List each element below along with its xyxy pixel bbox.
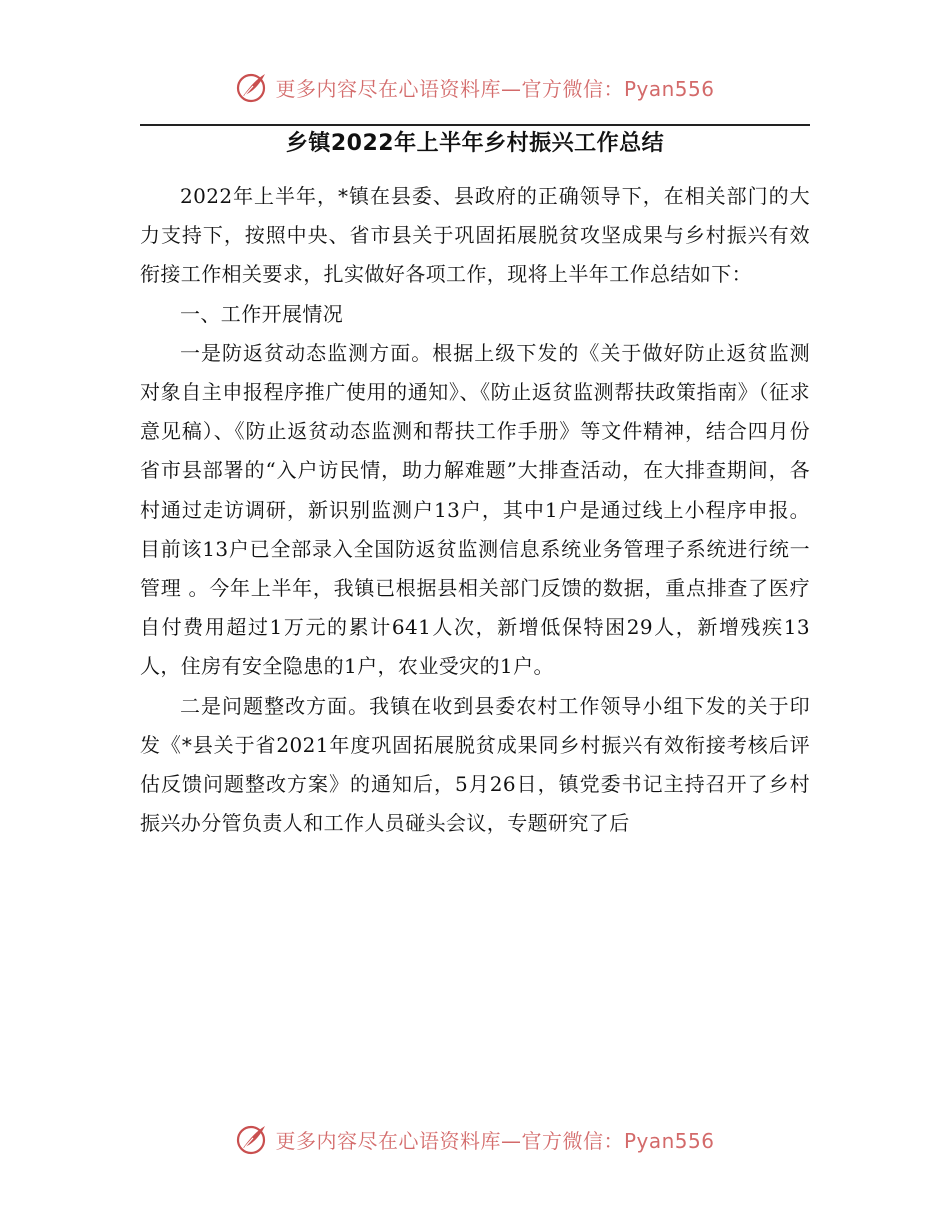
section-heading: 一、工作开展情况 [180,301,344,326]
footer-watermark [0,1122,950,1156]
document-body [140,177,810,843]
watermark-text: 更多内容尽在心语资料库—官方微信：Pyan556 [275,76,715,101]
watermark-text: 更多内容尽在心语资料库—官方微信：Pyan556 [275,1128,715,1153]
document-title: 乡镇2022年上半年乡村振兴工作总结 [285,131,665,156]
quill-logo-icon [235,70,269,104]
paragraph-monitoring: 一是防返贫动态监测方面。根据上级下发的《关于做好防止返贫监测对象自主申报程序推广使用的通知》、《防止返贫监测帮扶政策指南》（征求意见稿）、《防止返贫动态监测和帮扶工作手册》等文件精神，结合四月份省市县部署的“入户访民情，助力解难题”大排查活动，在大排查期间，各村通过走访调研，新识别监测户13户，其中1户是通过线上小程序申报。目前该13户已全部录入全国防返贫监测信息系统业务管理子系统进行统一管理 。今年上半年，我镇已根据县相关部门反馈的数据，重点排查了医疗自付费用超过1万元的累计641人次，新增低保特困29人，新增残疾13人，住房有安全隐患的1户，农业受灾的1户。 [140,340,810,679]
quill-logo-icon [235,1122,269,1156]
header-watermark [0,70,950,104]
paragraph-intro: 2022年上半年，*镇在县委、县政府的正确领导下，在相关部门的大力支持下，按照中央、省市县关于巩固拓展脱贫攻坚成果与乡村振兴有效衔接工作相关要求，扎实做好各项工作，现将上半年工作总结如下： [140,184,810,287]
header-divider [140,124,810,126]
paragraph-rectification: 二是问题整改方面。我镇在收到县委农村工作领导小组下发的关于印发《*县关于省2021年度巩固拓展脱贫成果同乡村振兴有效衔接考核后评估反馈问题整改方案》的通知后，5月26日，镇党委书记主持召开了乡村振兴办分管负责人和工作人员碰头会议，专题研究了后 [140,693,810,836]
